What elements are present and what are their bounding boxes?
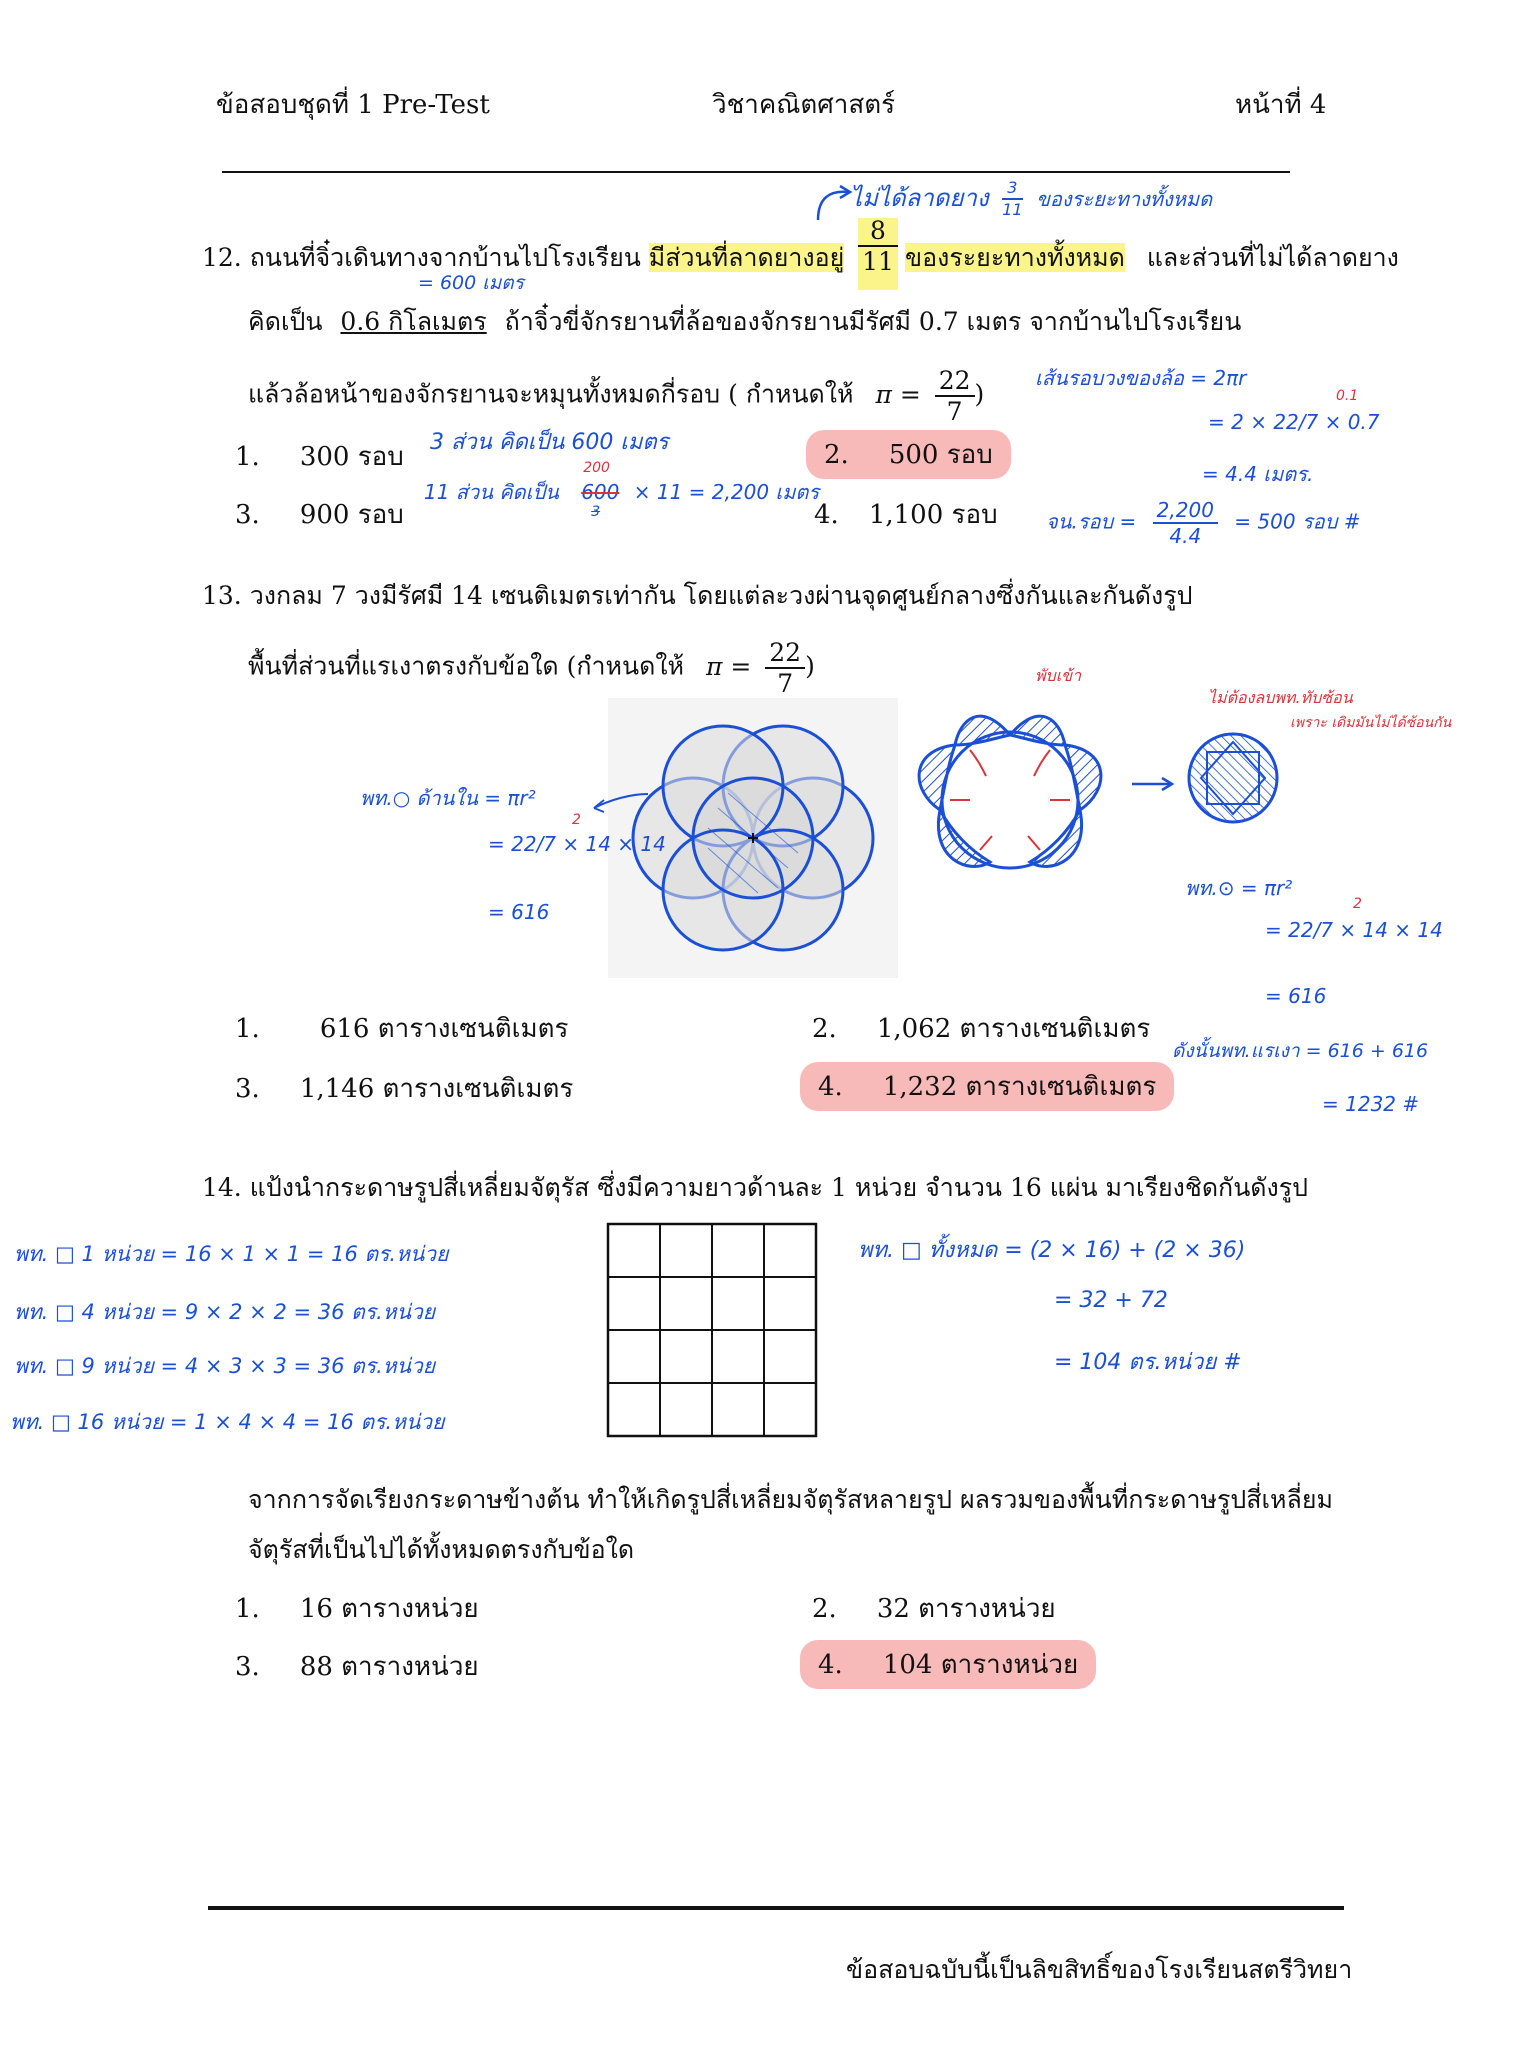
q12-note-arrow	[810, 184, 854, 224]
q12-line1: 12. ถนนที่จิ๋วเดินทางจากบ้านไปโรงเรียน มีส่วนที่ลาดยางอยู่	[202, 243, 845, 272]
q13-note-right2: = 22/7 × 14 × 14	[1265, 918, 1443, 942]
q14-option-2[interactable]: 2. 32 ตารางหน่วย	[812, 1594, 1056, 1624]
q13-note-left2-small: 2	[572, 812, 581, 828]
q12-line3: แล้วล้อหน้าของจักรยานจะหมุนทั้งหมดกี่รอบ ( กำหนดให้ π = $\frac{22}{7}$ )	[248, 366, 985, 426]
q12-note-r3: = 4.4 เมตร.	[1202, 462, 1314, 486]
q12-highlight: มีส่วนที่ลาดยางอยู่	[648, 243, 845, 272]
q12-note-r1: เส้นรอบวงของล้อ = 2πr	[1035, 366, 1247, 390]
q14-note-r2: = 32 + 72	[1054, 1288, 1168, 1313]
q12-fraction: $\frac{8}{11}$	[858, 218, 898, 290]
q13-note-right1: พท.⊙ = πr²	[1185, 876, 1293, 900]
q13-arrow-right	[1130, 776, 1176, 792]
q13-note-right3: = 616	[1265, 984, 1327, 1008]
q14-note-l3: พท. □ 9 หน่วย = 4 × 3 × 3 = 36 ตร.หน่วย	[14, 1354, 436, 1378]
q12-note-a2: 11 ส่วน คิดเป็น 200 600 3 × 11 = 2,200 เมตร	[424, 460, 820, 520]
q14-option-3[interactable]: 3. 88 ตารางหน่วย	[235, 1652, 479, 1682]
q12-option-2[interactable]: 2. 500 รอบ	[806, 430, 1011, 479]
hatched-circle-figure	[1185, 730, 1281, 826]
q12-note-a1: 3 ส่วน คิดเป็น 600 เมตร	[430, 430, 669, 455]
q13-line2: พื้นที่ส่วนที่แรเงาตรงกับข้อใด (กำหนดให้ π = $\frac{22}{7}$ )	[248, 638, 815, 698]
q13-note-red-top: ไม่ต้องลบพท.ทับซ้อน	[1208, 688, 1353, 707]
q14-para1: จากการจัดเรียงกระดาษข้างต้น ทำให้เกิดรูปสี่เหลี่ยมจัตุรัสหลายรูป ผลรวมของพื้นที่กระดาษรูปสี่เหลี่ยม	[248, 1485, 1333, 1514]
q14-note-l2: พท. □ 4 หน่วย = 9 × 2 × 2 = 36 ตร.หน่วย	[14, 1300, 436, 1324]
q14-number: 14.	[202, 1173, 242, 1202]
q13-number: 13.	[202, 581, 242, 610]
q12-line2: คิดเป็น 0.6 กิโลเมตร ถ้าจิ๋วขี่จักรยานที่ล้อของจักรยานมีรัศมี 0.7 เมตร จากบ้านไปโรงเรียน	[248, 307, 1242, 336]
q12-note-under: = 600 เมตร	[418, 272, 524, 294]
q12-number: 12.	[202, 243, 242, 272]
q13-note-red-sub: เพราะ เดิมมันไม่ได้ซ้อนกัน	[1290, 715, 1452, 731]
q12-highlight-2: ของระยะทางทั้งหมด	[905, 243, 1125, 272]
q13-note-right5: = 1232 #	[1322, 1092, 1420, 1116]
header-left: ข้อสอบชุดที่ 1 Pre-Test	[216, 90, 490, 120]
q13-note-left3: = 616	[488, 900, 550, 924]
footer-copyright: ข้อสอบฉบับนี้เป็นลิขสิทธิ์ของโรงเรียนสตรีวิทยา	[846, 1955, 1353, 1984]
q14-note-l1: พท. □ 1 หน่วย = 16 × 1 × 1 = 16 ตร.หน่วย	[14, 1242, 449, 1266]
q13-arrow-left	[590, 790, 650, 814]
header-rule	[222, 171, 1290, 173]
q13-option-2[interactable]: 2. 1,062 ตารางเซนติเมตร	[812, 1014, 1151, 1044]
header-subject: วิชาคณิตศาสตร์	[712, 90, 896, 120]
q12-option-3[interactable]: 3. 900 รอบ	[235, 500, 404, 530]
q13-option-4[interactable]: 4. 1,232 ตารางเซนติเมตร	[800, 1062, 1174, 1111]
q14-para2: จัตุรัสที่เป็นไปได้ทั้งหมดตรงกับข้อใด	[248, 1535, 635, 1564]
q14-option-1[interactable]: 1. 16 ตารางหน่วย	[235, 1594, 479, 1624]
q12-note-r4: จน.รอบ = $\frac{2,200}{4.4}$ = 500 รอบ #	[1046, 498, 1361, 548]
q12-option-1[interactable]: 1. 300 รอบ	[235, 442, 404, 472]
q14-line1: 14. แป้งนำกระดาษรูปสี่เหลี่ยมจัตุรัส ซึ่งมีความยาวด้านละ 1 หน่วย จำนวน 16 แผ่น มาเรียงชิดกันดังรูป	[202, 1173, 1309, 1202]
q14-note-r3: = 104 ตร.หน่วย #	[1054, 1350, 1242, 1375]
q14-note-r1: พท. □ ทั้งหมด = (2 × 16) + (2 × 36)	[858, 1238, 1246, 1263]
folded-flower-figure	[900, 690, 1120, 900]
q13-note-right-small: 2	[1353, 896, 1362, 912]
q14-note-l4: พท. □ 16 หน่วย = 1 × 4 × 4 = 16 ตร.หน่วย	[10, 1410, 445, 1434]
q12-note-top: ไม่ได้ลาดยาง $\frac{3}{11}$ ของระยะทางทั้งหมด	[850, 178, 1213, 219]
q12-option-4[interactable]: 4. 1,100 รอบ	[814, 500, 998, 530]
q13-note-fold: พับเข้า	[1035, 666, 1082, 685]
q13-line1: 13. วงกลม 7 วงมีรัศมี 14 เซนติเมตรเท่ากัน โดยแต่ละวงผ่านจุดศูนย์กลางซึ่งกันและกันดังรูป	[202, 581, 1193, 610]
q13-note-right4: ดังนั้นพท.แรเงา = 616 + 616	[1172, 1040, 1429, 1062]
square-grid-figure	[606, 1222, 820, 1440]
header-page: หน้าที่ 4	[1235, 90, 1327, 120]
q13-note-left2: = 22/7 × 14 × 14	[488, 832, 666, 856]
q13-option-1[interactable]: 1. 616 ตารางเซนติเมตร	[235, 1014, 569, 1044]
q14-option-4[interactable]: 4. 104 ตารางหน่วย	[800, 1640, 1096, 1689]
footer-rule	[208, 1906, 1344, 1910]
q12-note-r2-small: 0.1	[1336, 388, 1359, 404]
q13-note-left1: พท.○ ด้านใน = πr²	[360, 786, 536, 810]
q13-option-3[interactable]: 3. 1,146 ตารางเซนติเมตร	[235, 1074, 574, 1104]
q12-note-r2: = 2 × 22/7 × 0.7	[1208, 410, 1380, 434]
